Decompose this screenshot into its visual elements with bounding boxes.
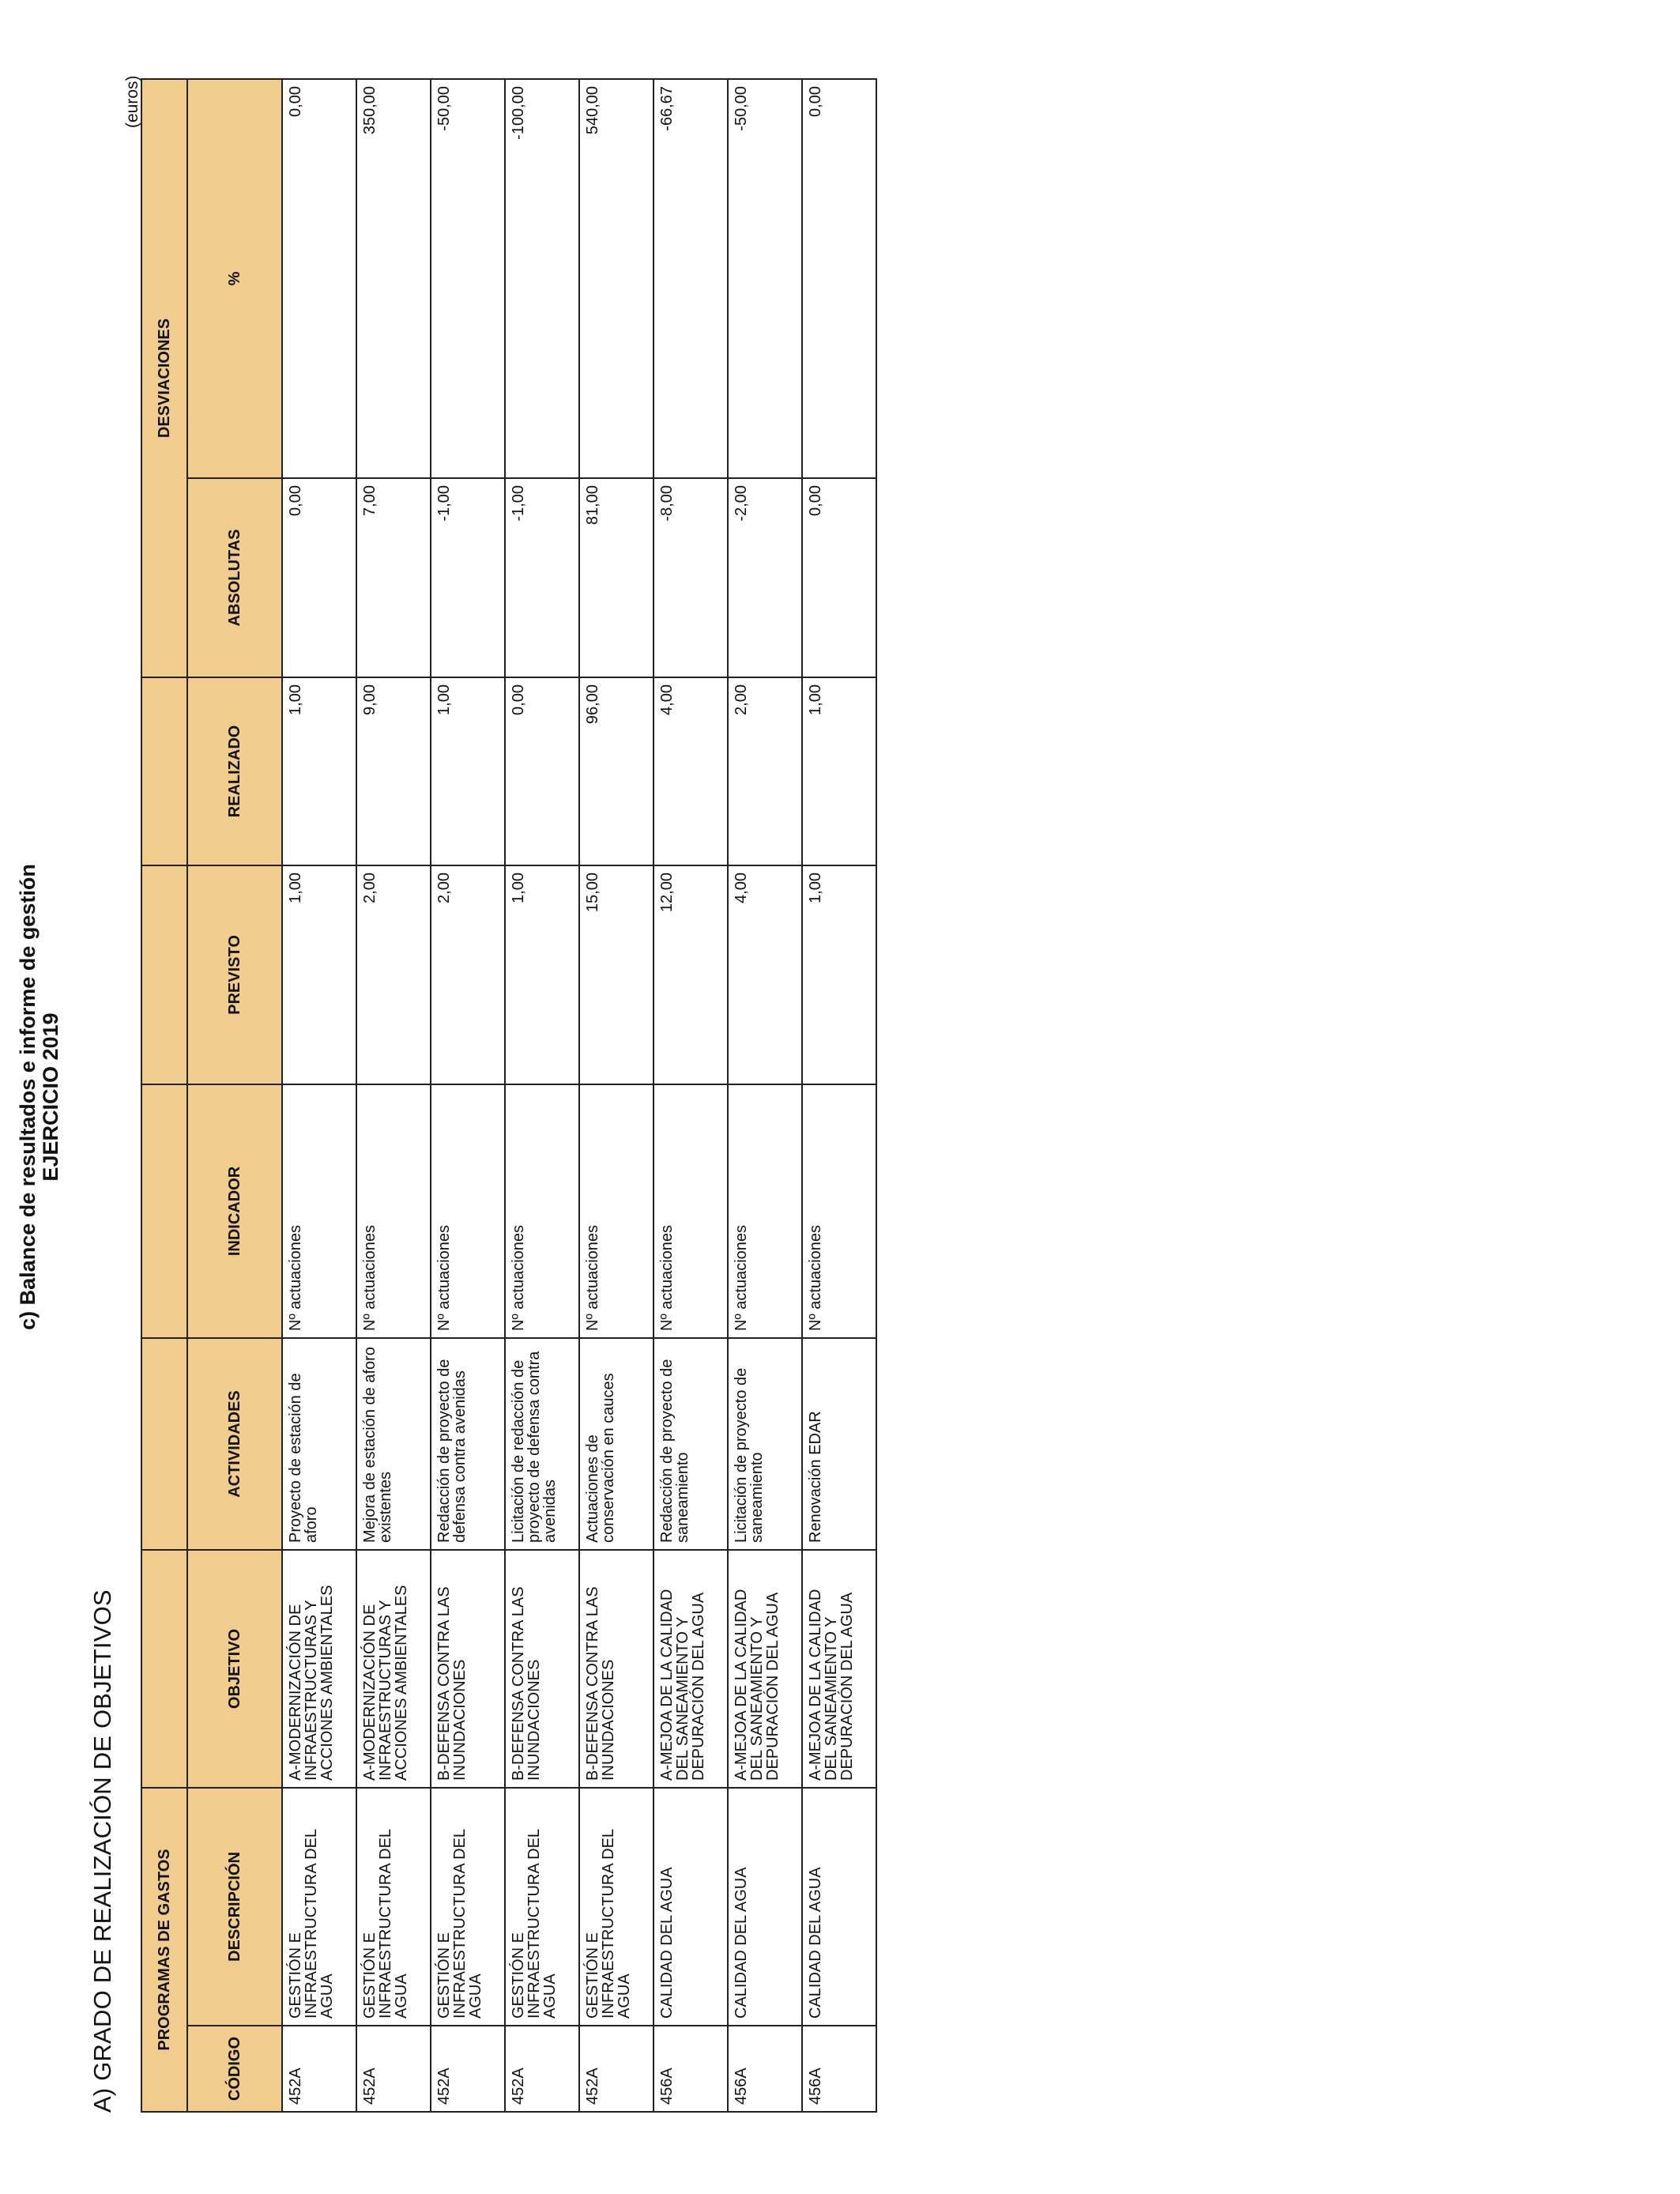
cell-descripcion: GESTIÓN E INFRAESTRUCTURA DEL AGUA: [505, 1788, 579, 2026]
cell-indicador: Nº actuaciones: [356, 1084, 431, 1338]
cell-descripcion: GESTIÓN E INFRAESTRUCTURA DEL AGUA: [282, 1788, 356, 2026]
header-blank: [141, 677, 187, 865]
cell-indicador: Nº actuaciones: [579, 1084, 654, 1338]
table-row: [356, 79, 431, 2112]
cell-indicador: Nº actuaciones: [728, 1084, 802, 1338]
cell-realizado: 1,00: [431, 677, 505, 865]
table-row: [654, 79, 728, 2112]
cell-realizado: 1,00: [802, 677, 876, 865]
cell-codigo: 456A: [654, 2026, 728, 2112]
header-blank: [141, 1550, 187, 1788]
cell-actividades: Licitación de redacción de proyecto de defensa contra avenidas: [505, 1338, 579, 1550]
section-title: A) GRADO DE REALIZACIÓN DE OBJETIVOS: [89, 1589, 116, 2113]
cell-previsto: 1,00: [505, 865, 579, 1084]
cell-realizado: 1,00: [282, 677, 356, 865]
cell-previsto: 2,00: [356, 865, 431, 1084]
cell-descripcion: CALIDAD DEL AGUA: [654, 1788, 728, 2026]
column-header-descripcion: DESCRIPCIÓN: [187, 1788, 282, 2026]
cell-objetivo: A-MEJOA DE LA CALIDAD DEL SANEAMIENTO Y DEPURACIÓN DEL AGUA: [728, 1550, 802, 1788]
cell-previsto: 2,00: [431, 865, 505, 1084]
column-header-previsto: PREVISTO: [187, 865, 282, 1084]
cell-descripcion: GESTIÓN E INFRAESTRUCTURA DEL AGUA: [356, 1788, 431, 2026]
table-row: [431, 79, 505, 2112]
cell-objetivo: B-DEFENSA CONTRA LAS INUNDACIONES: [579, 1550, 654, 1788]
cell-indicador: Nº actuaciones: [282, 1084, 356, 1338]
cell-descripcion: GESTIÓN E INFRAESTRUCTURA DEL AGUA: [579, 1788, 654, 2026]
cell-descripcion: GESTIÓN E INFRAESTRUCTURA DEL AGUA: [431, 1788, 505, 2026]
cell-absolutas: -1,00: [431, 478, 505, 677]
document-subtitle: EJERCICIO 2019: [39, 1012, 62, 1182]
cell-actividades: Mejora de estación de aforo existentes: [356, 1338, 431, 1550]
cell-actividades: Proyecto de estación de aforo: [282, 1338, 356, 1550]
cell-objetivo: B-DEFENSA CONTRA LAS INUNDACIONES: [431, 1550, 505, 1788]
cell-indicador: Nº actuaciones: [431, 1084, 505, 1338]
objectives-table: [141, 78, 877, 2113]
cell-realizado: 96,00: [579, 677, 654, 865]
cell-porcentaje: -66,67: [654, 79, 728, 478]
cell-porcentaje: -100,00: [505, 79, 579, 478]
cell-absolutas: -8,00: [654, 478, 728, 677]
cell-porcentaje: -50,00: [728, 79, 802, 478]
cell-actividades: Redacción de proyecto de defensa contra avenidas: [431, 1338, 505, 1550]
cell-realizado: 4,00: [654, 677, 728, 865]
cell-absolutas: 0,00: [282, 478, 356, 677]
cell-previsto: 1,00: [282, 865, 356, 1084]
header-desviaciones: DESVIACIONES: [141, 79, 187, 677]
cell-indicador: Nº actuaciones: [654, 1084, 728, 1338]
cell-codigo: 456A: [802, 2026, 876, 2112]
header-blank: [141, 1084, 187, 1338]
cell-absolutas: -1,00: [505, 478, 579, 677]
cell-codigo: 452A: [505, 2026, 579, 2112]
column-header-actividades: ACTIVIDADES: [187, 1338, 282, 1550]
document-title: c) Balance de resultados e informe de gestión: [16, 864, 40, 1330]
group-header-row: [141, 79, 187, 2112]
cell-porcentaje: 0,00: [802, 79, 876, 478]
header-blank: [141, 1338, 187, 1550]
cell-porcentaje: 350,00: [356, 79, 431, 478]
cell-objetivo: A-MODERNIZACIÓN DE INFRAESTRUCTURAS Y ACCIONES AMBIENTALES: [282, 1550, 356, 1788]
header-programas-de-gastos: PROGRAMAS DE GASTOS: [141, 1788, 187, 2112]
cell-realizado: 2,00: [728, 677, 802, 865]
table-row: [579, 79, 654, 2112]
column-header-indicador: INDICADOR: [187, 1084, 282, 1338]
cell-realizado: 0,00: [505, 677, 579, 865]
cell-codigo: 452A: [356, 2026, 431, 2112]
cell-descripcion: CALIDAD DEL AGUA: [802, 1788, 876, 2026]
cell-indicador: Nº actuaciones: [505, 1084, 579, 1338]
table-row: [728, 79, 802, 2112]
unit-note: (euros): [123, 75, 141, 128]
cell-actividades: Redacción de proyecto de saneamiento: [654, 1338, 728, 1550]
cell-previsto: 4,00: [728, 865, 802, 1084]
table-body: [282, 79, 876, 2112]
cell-absolutas: -2,00: [728, 478, 802, 677]
cell-absolutas: 7,00: [356, 478, 431, 677]
column-header-codigo: CÓDIGO: [187, 2026, 282, 2112]
cell-codigo: 452A: [579, 2026, 654, 2112]
cell-objetivo: A-MODERNIZACIÓN DE INFRAESTRUCTURAS Y ACCIONES AMBIENTALES: [356, 1550, 431, 1788]
column-header-porcentaje: %: [187, 79, 282, 478]
table-row: [802, 79, 876, 2112]
column-header-realizado: REALIZADO: [187, 677, 282, 865]
cell-previsto: 1,00: [802, 865, 876, 1084]
table-header: [141, 79, 282, 2112]
cell-previsto: 15,00: [579, 865, 654, 1084]
cell-codigo: 452A: [431, 2026, 505, 2112]
cell-indicador: Nº actuaciones: [802, 1084, 876, 1338]
table-row: [282, 79, 356, 2112]
column-header-row: [187, 79, 282, 2112]
cell-codigo: 456A: [728, 2026, 802, 2112]
cell-porcentaje: 0,00: [282, 79, 356, 478]
table-row: [505, 79, 579, 2112]
cell-objetivo: A-MEJOA DE LA CALIDAD DEL SANEAMIENTO Y DEPURACIÓN DEL AGUA: [654, 1550, 728, 1788]
cell-objetivo: B-DEFENSA CONTRA LAS INUNDACIONES: [505, 1550, 579, 1788]
cell-codigo: 452A: [282, 2026, 356, 2112]
cell-previsto: 12,00: [654, 865, 728, 1084]
cell-actividades: Licitación de proyecto de saneamiento: [728, 1338, 802, 1550]
column-header-absolutas: ABSOLUTAS: [187, 478, 282, 677]
column-header-objetivo: OBJETIVO: [187, 1550, 282, 1788]
cell-absolutas: 0,00: [802, 478, 876, 677]
cell-porcentaje: -50,00: [431, 79, 505, 478]
cell-actividades: Renovación EDAR: [802, 1338, 876, 1550]
cell-absolutas: 81,00: [579, 478, 654, 677]
cell-actividades: Actuaciones de conservación en cauces: [579, 1338, 654, 1550]
cell-objetivo: A-MEJOA DE LA CALIDAD DEL SANEAMIENTO Y DEPURACIÓN DEL AGUA: [802, 1550, 876, 1788]
cell-porcentaje: 540,00: [579, 79, 654, 478]
cell-descripcion: CALIDAD DEL AGUA: [728, 1788, 802, 2026]
cell-realizado: 9,00: [356, 677, 431, 865]
header-blank: [141, 865, 187, 1084]
